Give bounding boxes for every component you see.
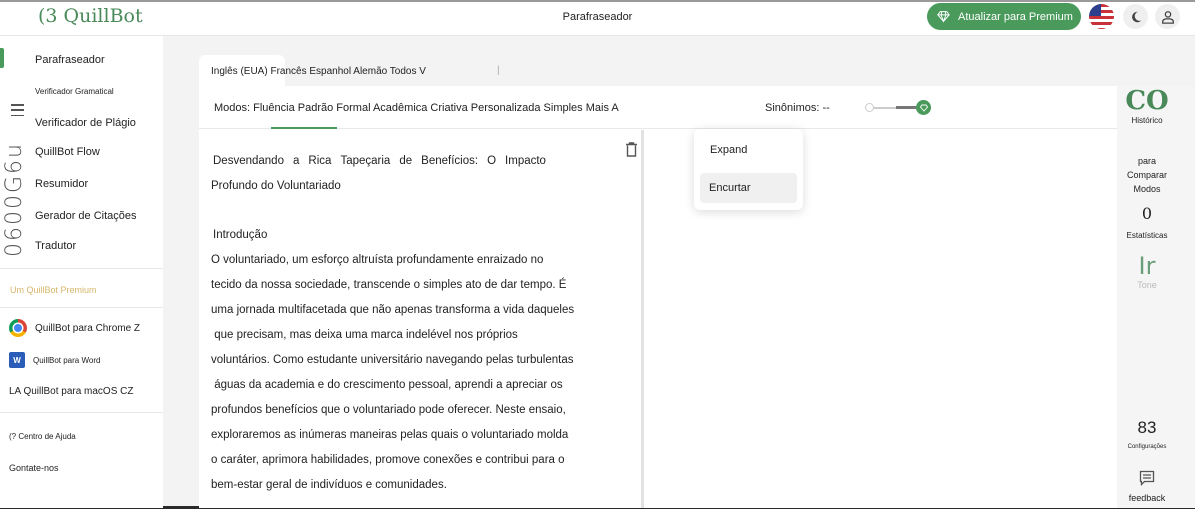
tone-button[interactable] bbox=[1117, 252, 1177, 290]
synonyms-slider-thumb[interactable] bbox=[916, 100, 931, 115]
sidebar-item-translator[interactable]: Tradutor bbox=[35, 240, 77, 252]
essay-line: exploraremos as inúmeras maneiras pelas quais o voluntariado molda bbox=[211, 429, 569, 441]
menu-icon[interactable] bbox=[11, 104, 24, 116]
sidebar-divider bbox=[0, 268, 163, 269]
statistics-button[interactable] bbox=[1117, 204, 1177, 240]
trash-icon[interactable] bbox=[625, 142, 638, 157]
help-center-link[interactable]: (? Centro de Ajuda bbox=[9, 432, 76, 441]
feedback-label: feedback bbox=[1128, 493, 1166, 503]
sidebar-divider bbox=[0, 307, 163, 308]
essay-line: o caráter, aprimora habilidades, promove conexões e contribui para o bbox=[211, 454, 565, 466]
quillbot-logo[interactable]: (3 QuillBot bbox=[38, 5, 143, 27]
user-icon bbox=[1161, 10, 1175, 24]
contact-us-link[interactable]: Gontate-nos bbox=[9, 463, 59, 473]
history-label: Histórico bbox=[1131, 116, 1163, 125]
compare-modes-label: Modos bbox=[1133, 184, 1161, 194]
sidebar-item-citation-generator[interactable]: Gerador de Citações bbox=[35, 210, 137, 222]
mode-option-shorten[interactable]: Encurtar bbox=[700, 173, 797, 203]
blank-line bbox=[213, 199, 583, 223]
input-editor[interactable] bbox=[199, 130, 644, 508]
editor-content[interactable] bbox=[213, 149, 583, 498]
sidebar-item-paraphraser[interactable]: Parafraseador bbox=[35, 54, 105, 66]
compare-modes-label: para bbox=[1137, 156, 1156, 166]
synonyms-slider-start[interactable] bbox=[865, 103, 874, 112]
upgrade-premium-button[interactable] bbox=[927, 3, 1081, 30]
word-icon: W bbox=[9, 352, 25, 368]
essay-title-line-2: Profundo do Voluntariado bbox=[211, 180, 341, 192]
moon-icon bbox=[1129, 10, 1143, 24]
synonyms-label: Sinônimos: -- bbox=[765, 102, 830, 114]
language-tabs[interactable]: Inglês (EUA) Francês Espanhol Alemão Todos V bbox=[211, 66, 426, 77]
upgrade-premium-label: Atualizar para Premium bbox=[958, 10, 1073, 23]
premium-link[interactable]: Um QuillBot Premium bbox=[10, 285, 97, 295]
sidebar-divider bbox=[0, 412, 163, 413]
sidebar bbox=[0, 36, 163, 508]
macos-app-link[interactable] bbox=[9, 386, 134, 397]
essay-line: voluntários. Como estudante universitário navegando pelas turbulentas bbox=[211, 354, 574, 366]
essay-line: que precisam, mas deixa uma marca indelével nos próprios bbox=[211, 329, 518, 341]
us-flag-icon[interactable] bbox=[1089, 4, 1114, 29]
essay-line: uma jornada multifacetada que não apenas transforma a vida daqueles bbox=[211, 304, 575, 316]
essay-title-line-1: Desvendando a Rica Tapeçaria de Benefícios: O Impacto bbox=[213, 155, 546, 167]
sidebar-item-grammar-checker[interactable]: Verificador Gramatical bbox=[35, 87, 114, 96]
top-bar bbox=[0, 2, 1195, 36]
compare-modes-label: Comparar bbox=[1126, 170, 1167, 180]
settings-label: Configurações bbox=[1127, 444, 1167, 450]
diamond-icon bbox=[937, 10, 950, 23]
essay-line: O voluntariado, um esforço altruísta profundamente enraizado no bbox=[211, 254, 544, 266]
tool-icons: 0600G6u bbox=[2, 142, 27, 258]
chrome-extension-link[interactable] bbox=[9, 319, 140, 337]
active-indicator bbox=[0, 48, 4, 68]
account-button[interactable] bbox=[1155, 4, 1180, 29]
paraphraser-panel bbox=[199, 86, 1117, 508]
settings-button[interactable] bbox=[1117, 418, 1177, 450]
page-title: Parafraseador bbox=[562, 11, 633, 23]
history-icon: CO bbox=[1125, 86, 1169, 116]
macos-app-label: LA QuillBot para macOS CZ bbox=[9, 386, 134, 397]
tone-icon: Ir bbox=[1138, 252, 1156, 280]
modes-bar bbox=[199, 86, 1117, 129]
essay-line: bem-estar geral de indivíduos e comunidades. bbox=[211, 479, 447, 491]
essay-line: águas da academia e do crescimento pessoal, aprendi a apreciar os bbox=[211, 379, 563, 391]
right-rail bbox=[1117, 86, 1195, 508]
tone-label: Tone bbox=[1137, 280, 1157, 290]
statistics-label: Estatísticas bbox=[1126, 231, 1168, 240]
essay-line: tecido da nossa sociedade, transcende o simples ato de dar tempo. É bbox=[211, 279, 567, 291]
sidebar-item-plagiarism-checker[interactable]: Verificador de Plágio bbox=[35, 117, 136, 129]
history-button[interactable] bbox=[1117, 86, 1177, 125]
chrome-icon bbox=[9, 319, 27, 337]
compare-modes-button[interactable] bbox=[1117, 154, 1177, 196]
chrome-extension-label: QuillBot para Chrome Z bbox=[35, 322, 141, 334]
word-addin-label: QuillBot para Word bbox=[33, 355, 101, 365]
word-addin-link[interactable] bbox=[9, 352, 100, 368]
modes-tabs[interactable]: Modos: Fluência Padrão Formal Acadêmica Criativa Personalizada Simples Mais A bbox=[214, 102, 619, 114]
statistics-icon: 0 bbox=[1141, 204, 1153, 223]
dark-mode-button[interactable] bbox=[1123, 4, 1148, 29]
more-modes-dropdown bbox=[694, 129, 803, 210]
active-mode-underline bbox=[271, 127, 337, 129]
feedback-icon bbox=[1139, 470, 1155, 486]
settings-icon: 83 bbox=[1137, 418, 1157, 437]
essay-heading: Introdução bbox=[213, 229, 268, 241]
feedback-button[interactable] bbox=[1117, 470, 1177, 505]
language-divider: | bbox=[497, 65, 500, 76]
sidebar-item-summarizer[interactable]: Resumidor bbox=[35, 178, 89, 190]
mode-option-expand[interactable]: Expand bbox=[710, 144, 748, 156]
sidebar-item-quillbot-flow[interactable]: QuillBot Flow bbox=[35, 146, 100, 158]
essay-line: profundos benefícios que o voluntariado pode oferecer. Neste ensaio, bbox=[211, 404, 566, 416]
diamond-icon bbox=[920, 104, 928, 112]
